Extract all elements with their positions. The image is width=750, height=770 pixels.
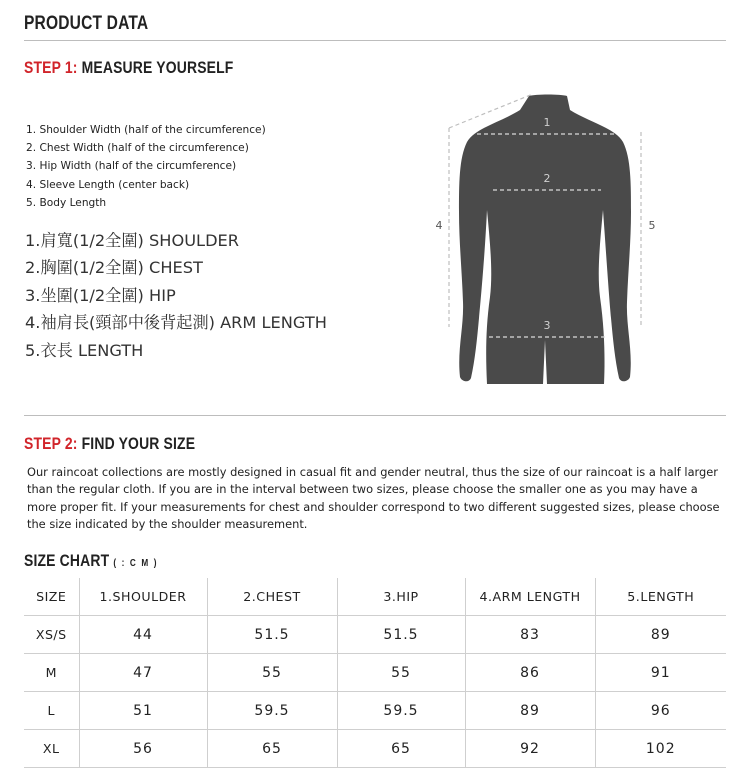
instruction-hip: 3. Hip Width (half of the circumference) <box>26 160 237 173</box>
arm-length-cell: 86 <box>465 654 595 692</box>
figure-label-1: 1 <box>543 116 551 129</box>
step1-heading <box>24 58 233 78</box>
instruction-zh-arm-length: 4.袖肩長(頸部中後背起測) ARM LENGTH <box>25 313 327 333</box>
instruction-zh-length: 5.衣長 LENGTH <box>25 340 144 360</box>
figure-label-5: 5 <box>648 219 656 232</box>
measure-line-length <box>641 132 656 327</box>
instruction-length: 5. Body Length <box>26 196 107 209</box>
step1-title: MEASURE YOURSELF <box>81 58 234 77</box>
measure-instructions-en <box>26 121 266 212</box>
divider-top <box>24 40 726 41</box>
length-cell: 91 <box>595 654 726 692</box>
length-cell: 89 <box>595 616 726 654</box>
shoulder-cell: 47 <box>79 654 207 692</box>
shoulder-cell: 44 <box>79 616 207 654</box>
column-header-shoulder: 1.SHOULDER <box>79 578 207 616</box>
torso-silhouette <box>459 95 631 385</box>
hip-cell: 55 <box>337 654 465 692</box>
table-row <box>24 730 726 768</box>
arm-length-cell: 89 <box>465 692 595 730</box>
size-cell: XL <box>24 730 79 768</box>
table-row <box>24 692 726 730</box>
step1-label: STEP 1: <box>24 58 78 77</box>
length-cell: 102 <box>595 730 726 768</box>
size-cell: L <box>24 692 79 730</box>
figure-label-3: 3 <box>543 319 551 332</box>
instruction-zh-chest: 2.胸圍(1/2全圍) CHEST <box>25 258 203 278</box>
instruction-sleeve: 4. Sleeve Length (center back) <box>26 178 190 191</box>
step2-label: STEP 2: <box>24 434 78 453</box>
figure-label-2: 2 <box>543 172 551 185</box>
step2-title: FIND YOUR SIZE <box>81 434 196 453</box>
column-header-chest: 2.CHEST <box>207 578 337 616</box>
size-chart-table <box>24 578 726 768</box>
arm-length-cell: 83 <box>465 616 595 654</box>
size-chart-heading <box>24 551 158 571</box>
column-header-arm-length: 4.ARM LENGTH <box>465 578 595 616</box>
measure-instructions-zh <box>25 227 327 364</box>
shoulder-cell: 56 <box>79 730 207 768</box>
size-chart-title: SIZE CHART <box>24 551 110 570</box>
instruction-chest: 2. Chest Width (half of the circumference) <box>26 142 249 155</box>
shoulder-cell: 51 <box>79 692 207 730</box>
chest-cell: 55 <box>207 654 337 692</box>
instruction-shoulder: 1. Shoulder Width (half of the circumference) <box>26 124 266 136</box>
divider-middle <box>24 415 726 416</box>
table-row <box>24 616 726 654</box>
size-description: Our raincoat collections are mostly designed in casual fit and gender neutral, thus the size of our raincoat is a half larger than the regular cloth. If you are in the interval between two sizes, please choose the smaller one as you may have a more proper fit. If your measurements for chest and shoulder correspond to two different suggested sizes, please choose the size indicated by the shoulder measurement. <box>27 465 720 531</box>
instruction-zh-shoulder: 1.肩寬(1/2全圍) SHOULDER <box>25 231 240 250</box>
hip-cell: 59.5 <box>337 692 465 730</box>
chest-cell: 59.5 <box>207 692 337 730</box>
size-cell: XS/S <box>24 616 79 654</box>
chest-cell: 65 <box>207 730 337 768</box>
table-header-row <box>24 578 726 616</box>
column-header-length: 5.LENGTH <box>595 578 726 616</box>
size-cell: M <box>24 654 79 692</box>
step2-heading <box>24 434 195 454</box>
instruction-zh-hip: 3.坐圍(1/2全圍) HIP <box>25 285 176 305</box>
column-header-size: SIZE <box>24 578 79 616</box>
body-measurement-figure <box>425 82 665 392</box>
page-title: PRODUCT DATA <box>24 13 149 34</box>
length-cell: 96 <box>595 692 726 730</box>
figure-label-4: 4 <box>435 219 443 232</box>
chest-cell: 51.5 <box>207 616 337 654</box>
size-chart-unit: ( : C M ) <box>113 558 159 569</box>
hip-cell: 65 <box>337 730 465 768</box>
table-row <box>24 654 726 692</box>
column-header-hip: 3.HIP <box>337 578 465 616</box>
hip-cell: 51.5 <box>337 616 465 654</box>
arm-length-cell: 92 <box>465 730 595 768</box>
